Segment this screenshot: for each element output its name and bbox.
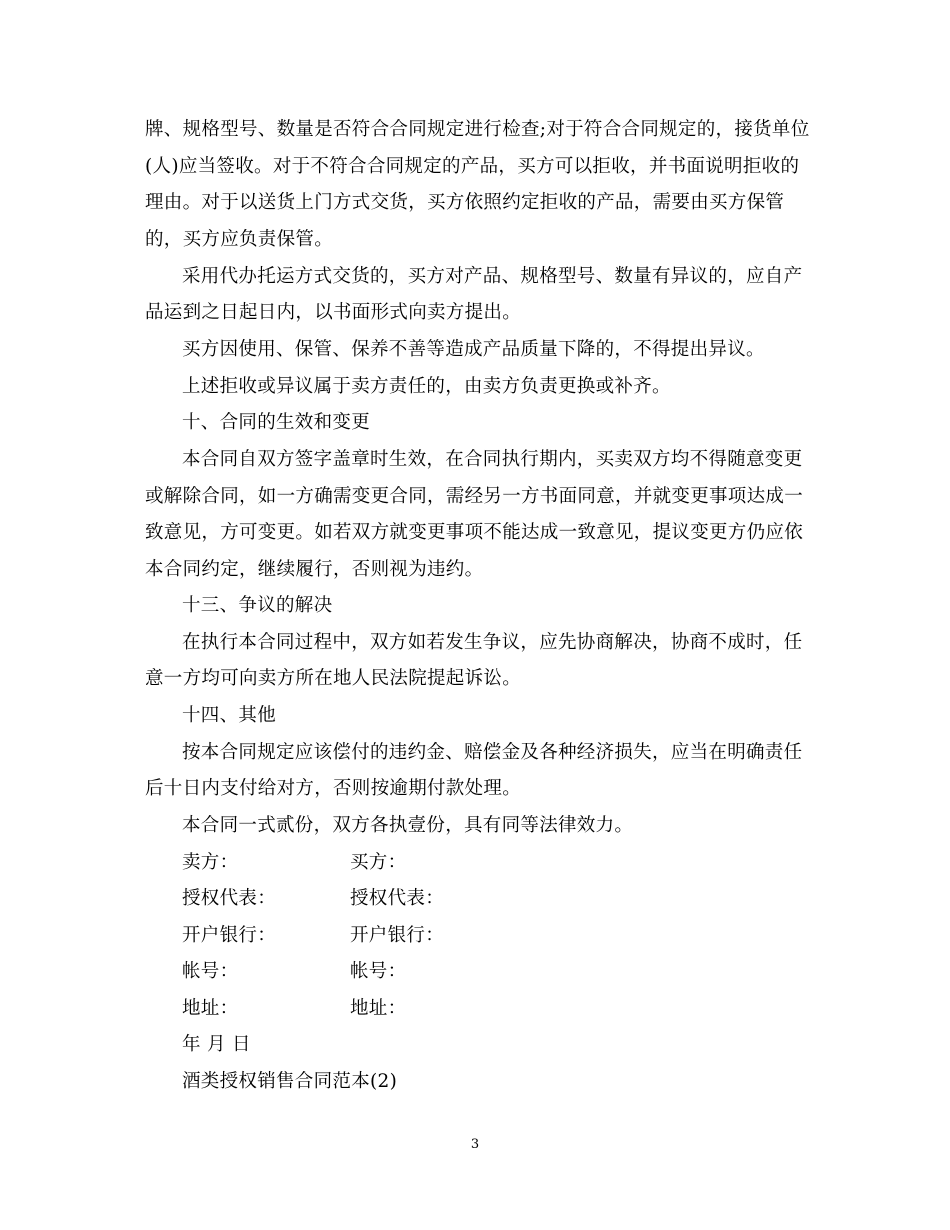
paragraph-line: 品运到之日起日内，以书面形式向卖方提出。	[145, 302, 522, 323]
date-line: 年 月 日	[182, 1034, 251, 1055]
section-heading: 十四、其他	[182, 705, 277, 726]
paragraph-line: 按本合同规定应该偿付的违约金、赔偿金及各种经济损失，应当在明确责任	[182, 742, 803, 763]
paragraph-line: 采用代办托运方式交货的，买方对产品、规格型号、数量有异议的，应自产	[182, 266, 803, 287]
paragraph-line: 本合同一式贰份，双方各执壹份，具有同等法律效力。	[182, 815, 634, 836]
seller-address-label: 地址：	[182, 998, 239, 1019]
paragraph-line: 的，买方应负责保管。	[145, 229, 334, 250]
paragraph-line: 本合同约定，继续履行，否则视为违约。	[145, 559, 484, 580]
paragraph-line: 牌、规格型号、数量是否符合合同规定进行检查;对于符合合同规定的，接货单位	[145, 119, 810, 140]
paragraph-line: 意一方均可向卖方所在地人民法院提起诉讼。	[145, 668, 522, 689]
paragraph-line: 本合同自双方签字盖章时生效，在合同执行期内，买卖双方均不得随意变更	[182, 449, 803, 470]
paragraph-line: 在执行本合同过程中，双方如若发生争议，应先协商解决，协商不成时，任	[182, 632, 803, 653]
section-heading: 十、合同的生效和变更	[182, 412, 371, 433]
paragraph-line: 后十日内支付给对方，否则按逾期付款处理。	[145, 778, 522, 799]
paragraph-line: 理由。对于以送货上门方式交货，买方依照约定拒收的产品，需要由买方保管	[145, 192, 785, 213]
seller-representative-label: 授权代表：	[182, 888, 277, 909]
page-number: 3	[470, 1137, 480, 1152]
paragraph-line: 买方因使用、保管、保养不善等造成产品质量下降的，不得提出异议。	[182, 339, 765, 360]
seller-bank-label: 开户银行：	[182, 925, 277, 946]
buyer-address-label: 地址：	[350, 998, 407, 1019]
seller-account-label: 帐号：	[182, 961, 239, 982]
buyer-account-label: 帐号：	[350, 961, 407, 982]
next-contract-title: 酒类授权销售合同范本(2)	[182, 1071, 398, 1092]
seller-label: 卖方：	[182, 852, 239, 873]
paragraph-line: 上述拒收或异议属于卖方责任的，由卖方负责更换或补齐。	[182, 376, 671, 397]
buyer-representative-label: 授权代表：	[350, 888, 445, 909]
section-heading: 十三、争议的解决	[182, 595, 333, 616]
buyer-bank-label: 开户银行：	[350, 925, 445, 946]
paragraph-line: 致意见，方可变更。如若双方就变更事项不能达成一致意见，提议变更方仍应依	[145, 522, 804, 543]
paragraph-line: (人)应当签收。对于不符合合同规定的产品，买方可以拒收，并书面说明拒收的	[145, 156, 800, 177]
paragraph-line: 或解除合同，如一方确需变更合同，需经另一方书面同意，并就变更事项达成一	[145, 486, 804, 507]
buyer-label: 买方：	[350, 852, 407, 873]
